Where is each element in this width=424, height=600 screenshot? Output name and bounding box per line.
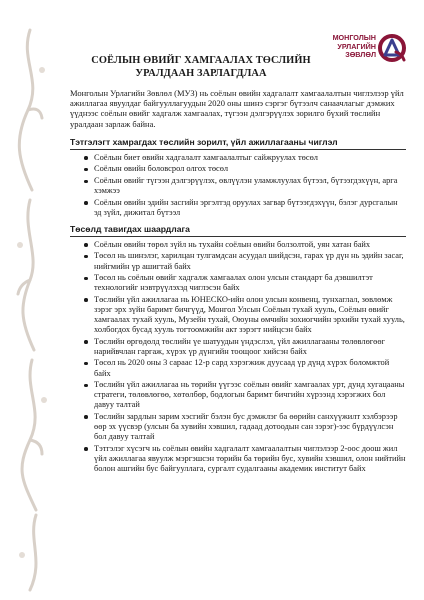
- list-item: Төслийн өргөдөлд төслийн үе шатуудын үндэслэл, үйл ажиллагааны төлөвлөгөөг нарийвчлан гаргаж, хүрэх үр дүнгийн тоощоог хийсэн байх: [94, 337, 406, 357]
- decorative-mongol-script-ornament: [0, 0, 60, 600]
- list-item: Соёлын биет өвийн хадгалалт хамгаалалтыг сайжруулах төсөл: [94, 153, 406, 163]
- logo-line-3: ЗӨВЛӨЛ: [345, 50, 376, 60]
- logo-line-2: УРЛАГИЙН: [337, 41, 376, 51]
- list-item: Соёлын өвийг түгээн дэлгэрүүлэх, өвлүүлэн уламжлуулах бүтээл, бүтээгдэхүүн, арга хэмжээ: [94, 176, 406, 196]
- section-heading-requirements: Төсөлд тавигдах шаардлага: [70, 224, 406, 237]
- list-item: Төсөл нь шинэлэг, харилцан тулгамдсан асуудал шийдсэн, гарах үр дүн нь эдийн засаг, нийгмийн үр ашигтай байх: [94, 251, 406, 271]
- goals-list: [70, 153, 406, 218]
- list-item: Төслийн үйл ажиллагаа нь төрийн үүгээс соёлын өвийг хамгаалах урт, дунд хугацааны стратеги, төлөвлөгөө, хөтөлбөр, бодлогын баримт бичгийн хүрээнд хэрэгжих бол давуу талтай: [94, 380, 405, 410]
- list-item: Төслийн зардлын зарим хэсгийг бэлэн бус дэмжлэг ба өөрийн санхүүжилт хэлбэрээр өөр эх үүсвэр (улсын ба хувийн хэвшил, гадаад дотоодын сан зэрэг)-ээс бүрдүүлсэн бол давуу талтай: [94, 412, 406, 442]
- list-item: Соёлын өвийн эдийн засгийн эргэлтэд оруулах загвар бүтээгдэхүүн, бэлэг дурсгалын эд зүйл, дижитал бүтээл: [94, 198, 406, 218]
- section-heading-goals: Тэтгэлэгт хамрагдах төслийн зорилт, үйл ажиллагааны чиглэл: [70, 137, 406, 150]
- page-title: СОЁЛЫН ӨВИЙГ ХАМГААЛАХ ТӨСЛИЙН УРАЛДААН ЗАРЛАГДЛАА: [91, 55, 311, 79]
- list-item: Соёлын өвийн төрөл зүйл нь тухайн соёлын өвийн болзолтой, уян хатан байх: [94, 240, 406, 250]
- list-item: Төслийн үйл ажиллагаа нь ЮНЕСКО-ийн олон улсын конвенц, тунхаглал, зөвлөмж зэрэг эрх зүйн баримт бичгүүд, Монгол Улсын Соёлын тухай хууль, Соёлын өвийг хамгаалах тухай хууль, Музейн тухай, Оюуны өмчийн зохиогчийн эрхийн тухай хууль, холбогдох бусад хууль тогтоомжийн акт зэрэгт нийцсэн байх: [94, 294, 405, 335]
- list-item: Тэтгэлэг хүсэгч нь соёлын өвийн хадгалалт хамгаалалтын чиглэлээр 2-оос доош жил үйл ажиллагаа явуулж мэргэшсэн төрийн ба төрийн бус, хувийн хэвшил, олон нийтийн болон ашгийн бус байгууллага, сургалт судалгааны академик институт байх: [94, 443, 406, 473]
- list-item: Соёлын өвийн боловсрол олгох төсөл: [94, 164, 406, 174]
- mongolian-arts-council-logo: [312, 32, 408, 84]
- document-body: [70, 88, 406, 480]
- logo-emblem-icon: [376, 32, 408, 64]
- intro-paragraph: Монголын Урлагийн Зөвлөл (МУЗ) нь соёлын өвийн хадгалалт хамгаалалтын чиглэлээр үйл ажиллагаа явуулдаг байгууллагуудын 2020 оны шинэ сэргэг бүтээлч санаачлагыг дэмжих үүднээс соёлын өвийг хадгалж хамгаалах, түгээн дэлгэрүүлэх зорилго бүхий төслийн уралдаан зарлаж байна.: [70, 88, 404, 129]
- list-item: Төсөл нь 2020 оны 3 сараас 12-р сард хэрэгжиж дуусаад үр дүнд хүрэх боломжтой байх: [94, 358, 406, 378]
- logo-line-1: МОНГОЛЫН: [332, 33, 376, 42]
- requirements-list: [70, 240, 406, 474]
- list-item: Төсөл нь соёлын өвийг хадгалж хамгаалах олон улсын стандарт ба дэвшилтэт технологийг нэвтрүүлэхэд чиглэсэн байх: [94, 273, 406, 293]
